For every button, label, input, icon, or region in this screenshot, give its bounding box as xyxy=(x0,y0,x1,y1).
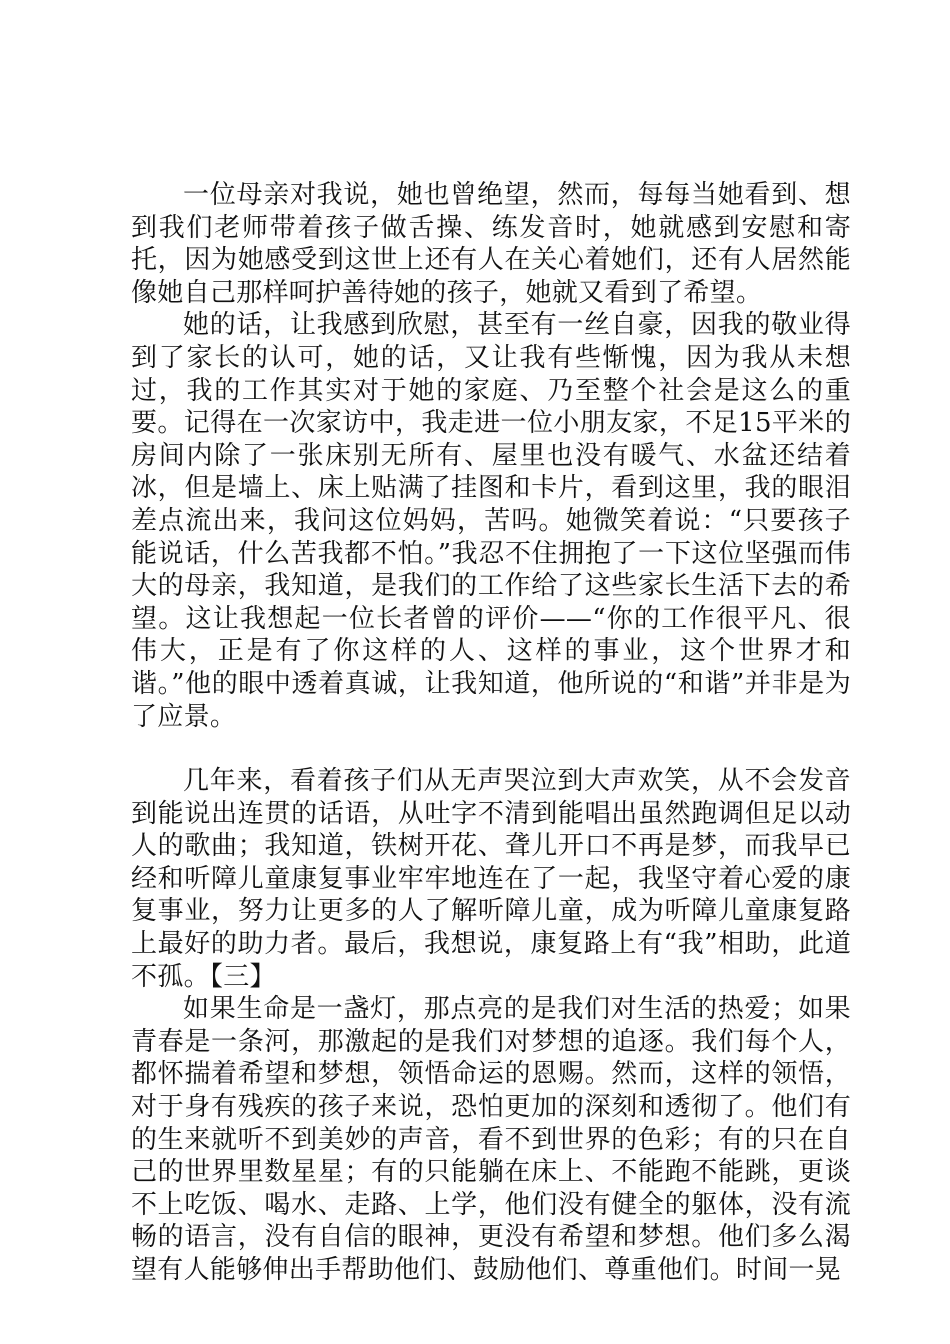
paragraph-life-is-a-lamp: 如果生命是一盏灯，那点亮的是我们对生活的热爱；如果青春是一条河，那激起的是我们对梦想的追逐。我们每个人，都怀揣着希望和梦想，领悟命运的恩赐。然而，这样的领悟，对于身有残疾的孩子来说，恐怕更加的深刻和透彻了。他们有的生来就听不到美妙的声音，看不到世界的色彩；有的只在自己的世界里数星星；有的只能躺在床上、不能跑不能跳，更谈不上吃饭、喝水、走路、上学，他们没有健全的躯体，没有流畅的语言，没有自信的眼神，更没有希望和梦想。他们多么渴望有人能够伸出手帮助他们、鼓励他们、尊重他们。时间一晃 xyxy=(131,994,851,1285)
document-body xyxy=(131,179,851,1287)
paragraph-mother-hope: 一位母亲对我说，她也曾绝望，然而，每每当她看到、想到我们老师带着孩子做舌操、练发音时，她就感到安慰和寄托，因为她感受到这世上还有人在关心着她们，还有人居然能像她自己那样呵护善待她的孩子，她就又看到了希望。 xyxy=(131,180,851,308)
paragraph-years-of-rehab: 几年来，看着孩子们从无声哭泣到大声欢笑，从不会发音到能说出连贯的话语，从吐字不清到能唱出虽然跑调但足以动人的歌曲；我知道，铁树开花、聋儿开口不再是梦，而我早已经和听障儿童康复事业牢牢地连在了一起，我坚守着心爱的康复事业，努力让更多的人了解听障儿童，成为听障儿童康复路上最好的助力者。最后，我想说，康复路上有“我”相助，此道不孤。【三】 xyxy=(131,766,852,992)
paragraph-home-visit: 她的话，让我感到欣慰，甚至有一丝自豪，因我的敬业得到了家长的认可，她的话，又让我有些惭愧，因为我从未想过，我的工作其实对于她的家庭、乃至整个社会是这么的重要。记得在一次家访中，我走进一位小朋友家，不足15平米的房间内除了一张床别无所有、屋里也没有暖气、水盆还结着冰，但是墙上、床上贴满了挂图和卡片，看到这里，我的眼泪差点流出来，我问这位妈妈，苦吗。她微笑着说：“只要孩子能说话，什么苦我都不怕。”我忍不住拥抱了一下这位坚强而伟大的母亲，我知道，是我们的工作给了这些家长生活下去的希望。这让我想起一位长者曾的评价——“你的工作很平凡、很伟大，正是有了你这样的人、这样的事业，这个世界才和谐。”他的眼中透着真诚，让我知道，他所说的“和谐”并非是为了应景。 xyxy=(131,310,852,732)
